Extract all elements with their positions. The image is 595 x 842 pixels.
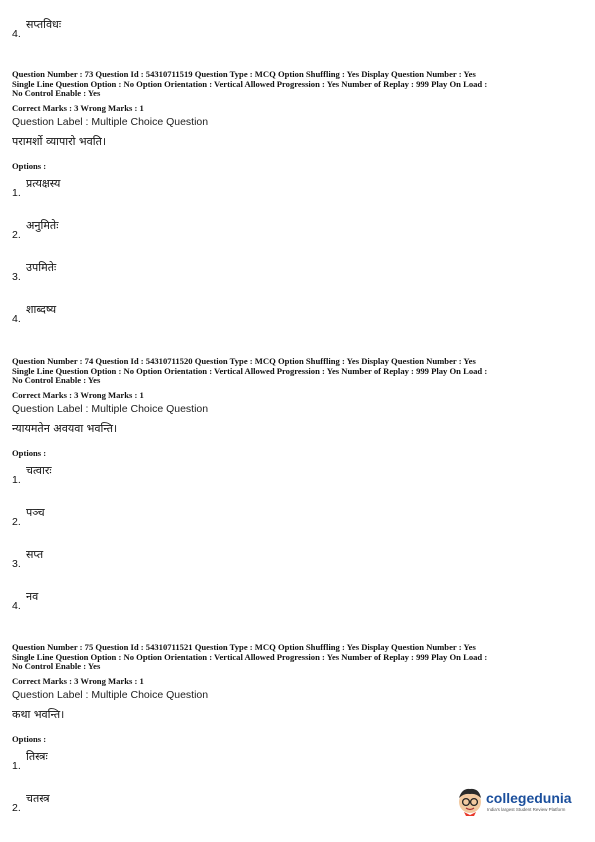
option-text: उपमितेः xyxy=(26,260,57,274)
option-text: नव xyxy=(26,589,39,603)
option-item[interactable] xyxy=(12,584,584,626)
question-meta-line: Question Number : 73 Question Id : 54310711519 Question Type : MCQ Option Shuffling : Yes Display Question Number : Yes xyxy=(12,69,476,79)
question-meta-line: Single Line Question Option : No Option Orientation : Vertical Allowed Progression : Yes Number of Replay : 999 Play On Load : xyxy=(12,651,488,662)
question-meta-line: Single Line Question Option : No Option Orientation : Vertical Allowed Progression : Yes Number of Replay : 999 Play On Load : xyxy=(12,365,488,376)
option-number: 2. xyxy=(12,801,21,814)
option-number: 4. xyxy=(12,28,21,40)
option-item[interactable] xyxy=(12,12,584,54)
question-meta-line: Question Number : 74 Question Id : 54310711520 Question Type : MCQ Option Shuffling : Yes Display Question Number : Yes xyxy=(12,356,476,366)
marks-info: Correct Marks : 3 Wrong Marks : 1 xyxy=(12,675,144,686)
question-block-73 xyxy=(12,70,584,339)
option-text: प्रत्यक्षस्य xyxy=(26,176,61,190)
logo-tagline: India's largest Student Review Platform xyxy=(487,807,566,812)
option-item[interactable] xyxy=(12,542,584,584)
option-item[interactable] xyxy=(12,255,584,297)
question-text: कथा भवन्ति। xyxy=(12,707,65,721)
options-heading: Options : xyxy=(12,733,47,744)
option-item[interactable] xyxy=(12,744,584,786)
collegedunia-logo xyxy=(456,786,580,818)
question-meta-line: No Control Enable : Yes xyxy=(12,88,101,99)
question-meta-line: No Control Enable : Yes xyxy=(12,375,101,386)
previous-question-tail xyxy=(12,12,584,54)
option-number: 1. xyxy=(12,186,21,199)
option-text: तिस्त्रः xyxy=(26,749,48,763)
option-text: शाब्दष्य xyxy=(26,302,57,316)
option-item[interactable] xyxy=(12,213,584,255)
option-number: 1. xyxy=(12,473,21,486)
option-text: चतस्त्र xyxy=(26,791,50,805)
option-number: 3. xyxy=(12,557,21,570)
marks-info: Correct Marks : 3 Wrong Marks : 1 xyxy=(12,102,144,113)
question-text: न्यायमतेन अवयवा भवन्ति। xyxy=(12,421,118,435)
option-text: पञ्च xyxy=(26,505,45,519)
logo-wordmark: collegedunia xyxy=(486,790,572,806)
marks-info: Correct Marks : 3 Wrong Marks : 1 xyxy=(12,389,144,400)
option-item[interactable] xyxy=(12,458,584,500)
option-text: अनुमितेः xyxy=(26,218,59,232)
options-heading: Options : xyxy=(12,447,47,458)
question-block-74 xyxy=(12,357,584,626)
options-heading: Options : xyxy=(12,160,47,171)
option-number: 4. xyxy=(12,599,21,612)
question-label: Question Label : Multiple Choice Question xyxy=(12,688,209,701)
question-text: परामर्शो व्यापारो भवति। xyxy=(12,134,107,148)
option-item[interactable] xyxy=(12,171,584,213)
option-item[interactable] xyxy=(12,297,584,339)
option-text: सप्तविधः xyxy=(26,18,62,31)
question-meta-line: No Control Enable : Yes xyxy=(12,661,101,672)
question-label: Question Label : Multiple Choice Question xyxy=(12,115,209,128)
option-number: 4. xyxy=(12,312,21,325)
option-item[interactable] xyxy=(12,500,584,542)
question-meta-line: Question Number : 75 Question Id : 54310711521 Question Type : MCQ Option Shuffling : Yes Display Question Number : Yes xyxy=(12,642,476,652)
mascot-icon xyxy=(456,786,484,816)
option-number: 2. xyxy=(12,228,21,241)
option-number: 3. xyxy=(12,270,21,283)
option-number: 1. xyxy=(12,759,21,772)
question-label: Question Label : Multiple Choice Question xyxy=(12,402,209,415)
option-text: सप्त xyxy=(26,547,44,561)
option-text: चत्वारः xyxy=(26,463,52,477)
question-meta-line: Single Line Question Option : No Option Orientation : Vertical Allowed Progression : Yes Number of Replay : 999 Play On Load : xyxy=(12,78,488,89)
option-number: 2. xyxy=(12,515,21,528)
